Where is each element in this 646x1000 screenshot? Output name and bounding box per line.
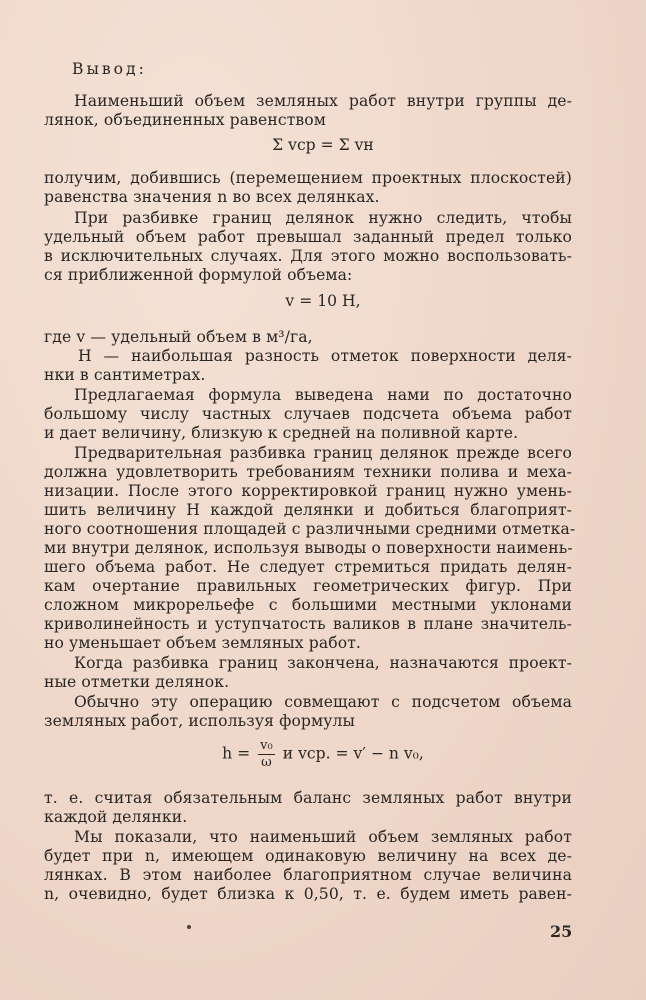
fraction-numerator: v₀: [260, 738, 273, 753]
text-line: удельный объем работ превышал заданный предел только: [44, 228, 572, 246]
section-heading: Вывод:: [72, 60, 147, 78]
text-line: земляных работ, используя формулы: [44, 712, 356, 730]
text-line: получим, добившись (перемещением проектных плоскостей): [44, 169, 572, 187]
text-line: и дает величину, близкую к средней на поливной карте.: [44, 424, 519, 442]
text-line: Наименьший объем земляных работ внутри группы де-: [74, 92, 572, 110]
formula-rhs: vср. = v′ − n v₀,: [298, 744, 424, 763]
text-line: Предварительная разбивка границ делянок прежде всего: [74, 444, 572, 462]
page-number: 25: [550, 922, 573, 941]
formula-volume: v = 10 H,: [285, 292, 361, 310]
formula-height-volume: [0, 738, 646, 771]
text-line: Когда разбивка границ закончена, назначаются проект-: [74, 654, 572, 672]
text-line: шего объема работ. Не следует стремиться придать делян-: [44, 558, 572, 576]
text-line: нки в сантиметрах.: [44, 366, 206, 384]
text-line: будет при n, имеющем одинаковую величину на всех де-: [44, 847, 572, 865]
text-line: в исключительных случаях. Для этого можно воспользовать-: [44, 247, 572, 265]
formula-lhs: h =: [222, 744, 251, 763]
text-line: равенства значения n во всех делянках.: [44, 188, 380, 206]
ink-speck: [187, 925, 191, 929]
text-line: Мы показали, что наименьший объем земляных работ: [74, 828, 572, 846]
text-line: Обычно эту операцию совмещают с подсчетом объема: [74, 693, 572, 711]
text-line: кам очертание правильных геометрических фигур. При: [44, 577, 572, 595]
text-line: но уменьшает объем земляных работ.: [44, 634, 361, 652]
text-line: ми внутри делянок, используя выводы о поверхности наимень-: [44, 539, 573, 557]
text-line: каждой делянки.: [44, 808, 188, 826]
text-line: сложном микрорельефе с большими местными уклонами: [44, 596, 572, 614]
formula-conjunction: и: [282, 744, 294, 763]
text-line: криволинейность и уступчатость валиков в плане значитель-: [44, 615, 572, 633]
text-line: лянок, объединенных равенством: [44, 111, 327, 129]
fraction-denominator: ω: [261, 755, 272, 770]
text-line: где v — удельный объем в м³/га,: [44, 328, 313, 346]
formula-sum-equality: Σ vср = Σ vн: [272, 136, 374, 154]
text-line: низации. После этого корректировкой границ нужно умень-: [44, 482, 572, 500]
text-line: лянках. В этом наиболее благоприятном случае величина: [44, 866, 572, 884]
text-line: большому числу частных случаев подсчета объема работ: [44, 405, 572, 423]
text-line: Предлагаемая формула выведена нами по достаточно: [74, 386, 572, 404]
text-line: шить величину H каждой делянки и добиться благоприят-: [44, 501, 572, 519]
text-line: При разбивке границ делянок нужно следить, чтобы: [74, 209, 572, 227]
text-line: должна удовлетворить требованиям техники полива и меха-: [44, 463, 572, 481]
text-line: т. е. считая обязательным баланс земляных работ внутри: [44, 789, 572, 807]
text-line: ные отметки делянок.: [44, 673, 230, 691]
text-line: ного соотношения площадей с различными средними отметка-: [44, 520, 576, 538]
text-line: ся приближенной формулой объема:: [44, 266, 353, 284]
formula-fraction: [258, 738, 275, 771]
text-line: H — наибольшая разность отметок поверхности деля-: [78, 347, 572, 365]
text-line: n, очевидно, будет близка к 0,50, т. е. будем иметь равен-: [44, 885, 572, 903]
